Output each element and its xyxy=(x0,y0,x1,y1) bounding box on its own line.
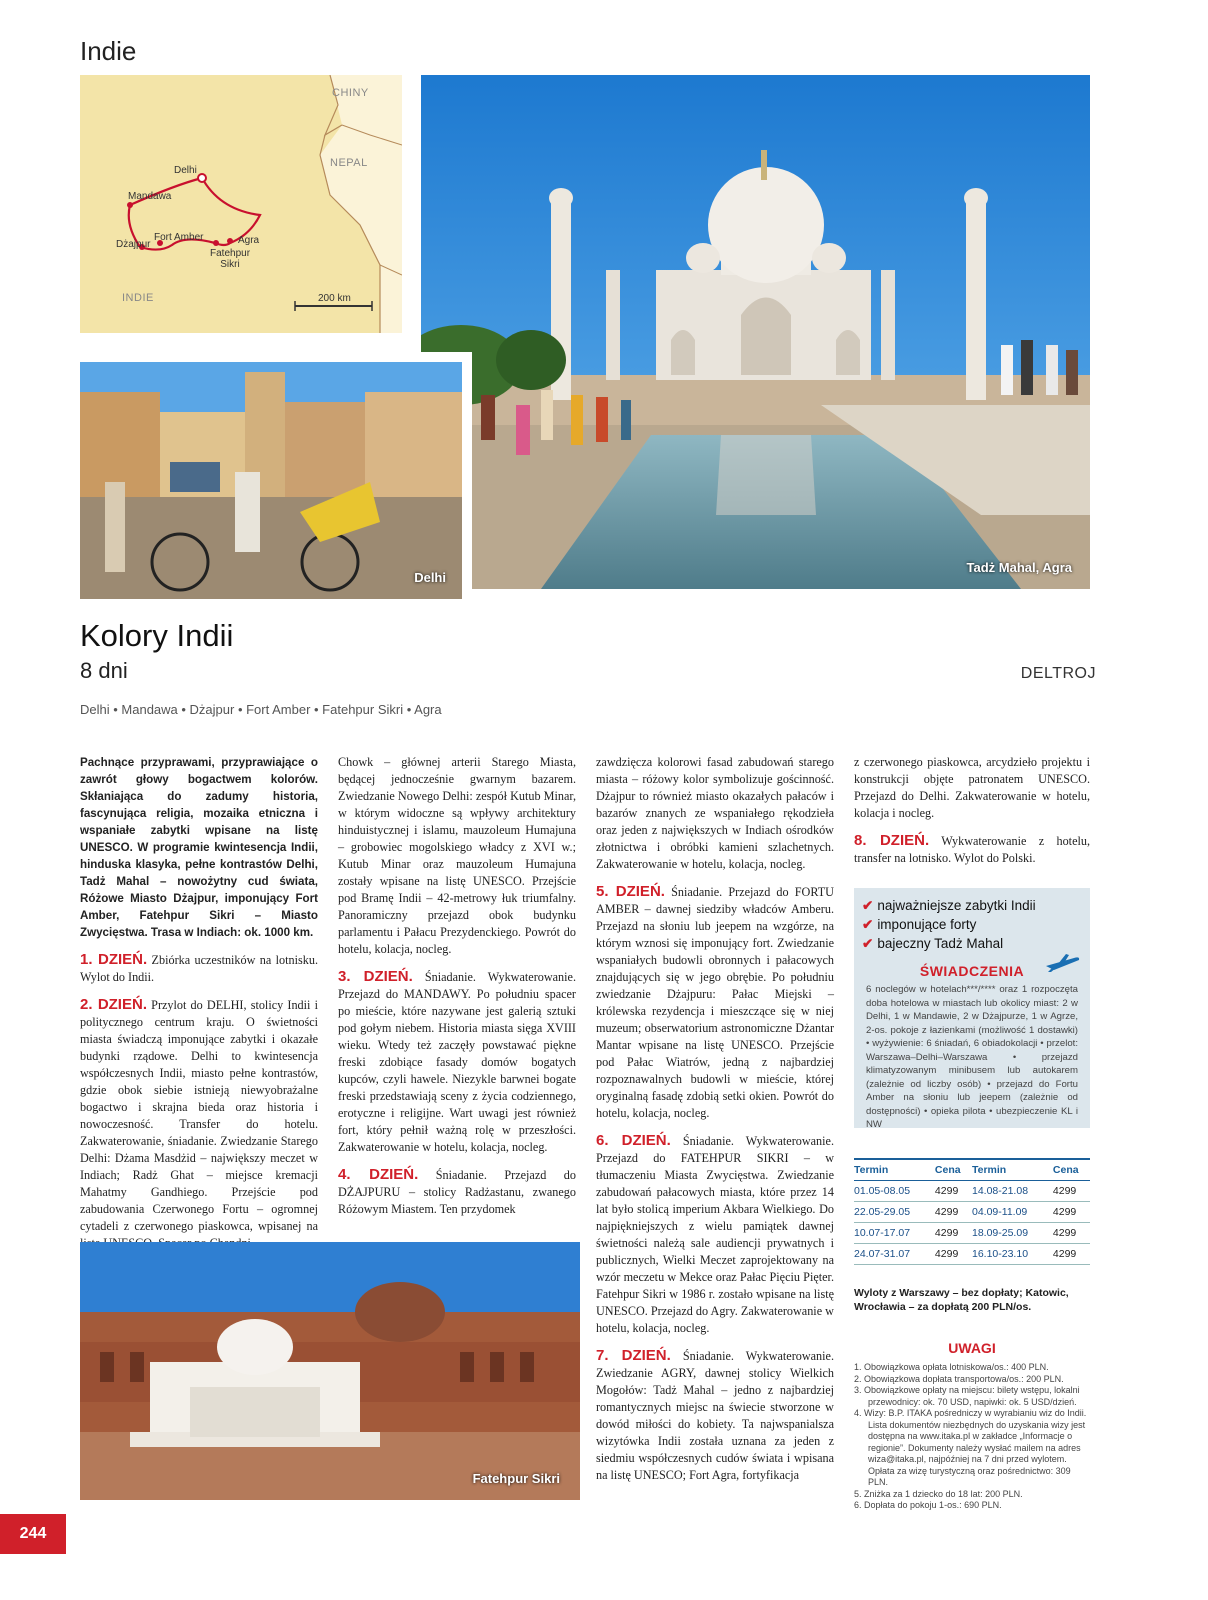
day-6 xyxy=(596,1132,834,1337)
map-label-china: CHINY xyxy=(332,87,369,99)
route-map xyxy=(80,75,402,333)
list-item: 4. Wizy: B.P. ITAKA pośredniczy w wyrabianiu wiz do Indii. Lista dokumentów niezbędnych do uzyskania wizy jest dostępna na www.itaka.pl w zakładce „Informacje o regionie”. Dokumenty należy wysłać mailem na adres wiza@itaka.pl, najpóźniej na 7 dni przed wylotem. Opłata za wizę turystyczną oraz pośrednictwo: 309 PLN. xyxy=(854,1408,1087,1487)
highlight-text: bajeczny Tadż Mahal xyxy=(877,936,1004,951)
term-cell: 18.09-25.09 xyxy=(972,1223,1053,1244)
price-table-header xyxy=(854,1159,1090,1181)
list-item: 6. Dopłata do pokoju 1-os.: 690 PLN. xyxy=(854,1500,1002,1510)
photo-caption-fatehpur: Fatehpur Sikri xyxy=(472,1471,560,1486)
price-table xyxy=(854,1158,1090,1265)
departures-note: Wyloty z Warszawy – bez dopłaty; Katowic, Wrocławia – za dopłatą 200 PLN/os. xyxy=(854,1287,1069,1313)
list-item: 1. Obowiązkowa opłata lotniskowa/os.: 400 PLN. xyxy=(854,1362,1049,1372)
list-item: 2. Obowiązkowa dopłata transportowa/os.: 200 PLN. xyxy=(854,1373,1064,1384)
table-row xyxy=(854,1181,1090,1202)
map-scale-label: 200 km xyxy=(318,293,351,304)
list-item: 3. Obowiązkowe opłaty na miejscu: bilety wstępu, lokalni przewodnicy: ok. 70 USD, napiwki: ok. 5 USD/dzień. xyxy=(854,1385,1080,1407)
tour-duration: 8 dni xyxy=(80,658,128,683)
checkmark-icon: ✔ xyxy=(862,917,874,932)
checkmark-icon: ✔ xyxy=(862,936,874,951)
term-cell: 04.09-11.09 xyxy=(972,1202,1053,1223)
photo-caption-delhi: Delhi xyxy=(414,570,446,585)
highlight-item xyxy=(862,896,1082,915)
country-heading: Indie xyxy=(80,36,137,66)
photo-taj-mahal xyxy=(421,75,1090,589)
day-4-text: Śniadanie. Przejazd do DŻAJPURU – stolicy Radżastanu, zwanego Różowym Miastem. Ten przydomek xyxy=(338,1168,576,1216)
day-6-label: 6. DZIEŃ. xyxy=(596,1132,671,1149)
map-city-delhi: Delhi xyxy=(174,165,197,176)
tour-intro: Pachnące przyprawami, przyprawiające o zawrót głowy bogactwem kolorów. Skłaniająca do zadumy historia, fascynująca religia, mozaika etniczna i wspaniałe zabytki wpisane na listę UNESCO. W programie kwintesencja Indii, hinduska klasyka, pełne kontrastów Delhi, Tadż Mahal – nowożytny cud świata, Różowe Miasto Dżajpur, imponujący Fort Amber, Fatehpur Sikri – Miasto Zwycięstwa. Trasa w Indiach: ok. 1000 km. xyxy=(80,756,318,939)
day-8 xyxy=(854,832,1090,867)
list-item: 5. Zniżka za 1 dziecko do 18 lat: 200 PLN. xyxy=(854,1488,1023,1499)
day-4-cont: zawdzięcza kolorowi fasad zabudowań starego miasta – różowy kolor symbolizuje gościnność. Dżajpur to również miasto okazałych pałaców i bazarów znanych ze wspaniałego rękodzieła oraz jeden z największych w Indiach ośrodków złotnictwa i obróbki kamieni szlachetnych. Zakwaterowanie w hotelu, kolacja, nocleg. xyxy=(596,755,834,871)
day-1-text: Zbiórka uczestników na lotnisku. Wylot do Indii. xyxy=(80,953,318,984)
highlight-text: najważniejsze zabytki Indii xyxy=(877,898,1036,913)
day-3-label: 3. DZIEŃ. xyxy=(338,968,413,985)
table-row xyxy=(854,1244,1090,1265)
map-city-fort-amber: Fort Amber xyxy=(154,232,204,243)
text-column-4 xyxy=(854,754,1090,877)
table-row xyxy=(854,1223,1090,1244)
map-city-fatehpur: Fatehpur Sikri xyxy=(210,248,251,270)
day-1 xyxy=(80,951,318,986)
services-text: 6 noclegów w hotelach***/**** oraz 1 rozpoczęta doba hotelowa w miastach lub okolicy miast: 2 w Delhi, 1 w Mandawie, 2 w Dżajpurze, 1 w Agrze, 2-os. pokoje z łazienkami (możliwość 1 dostawki) • wyżywienie: 6 śniadań, 6 obiadokolacji • przelot: Warszawa–Delhi–Warszawa • przejazd klimatyzowanym minibusem lub autokarem (zależnie od liczby osób) • przejazd do Fortu Amber na słoniu lub jeepem (zależnie od dostępności) • opieka pilota • ubezpieczenie KL i NW xyxy=(866,984,1078,1130)
text-column-3 xyxy=(596,754,834,1494)
table-row xyxy=(854,1202,1090,1223)
delhi-image xyxy=(80,362,462,599)
day-7-text: Śniadanie. Wykwaterowanie. Zwiedzanie AGRY, dawnej stolicy Wielkich Mogołów: Tadż Mahal – jedno z najbardziej romantycznych miejsc na świecie stworzone w dowód miłości do kobiety. Ta najwspanialsza wizytówka Indii została uznana za jeden z siedmiu współczesnych cudów świata i wpisana na listę UNESCO; Fort Agra, fortyfikacja xyxy=(596,1349,834,1482)
day-5-label: 5. DZIEŃ. xyxy=(596,883,665,900)
day-7-cont: z czerwonego piaskowca, arcydzieło projektu i konstrukcji objęte patronatem UNESCO. Przejazd do Delhi. Zakwaterowanie w hotelu, kolacja i nocleg. xyxy=(854,755,1090,820)
day-8-text: Wykwaterowanie z hotelu, transfer na lotnisko. Wylot do Polski. xyxy=(854,834,1091,865)
price-cell: 4299 xyxy=(935,1202,972,1223)
day-2 xyxy=(80,996,318,1252)
term-cell: 14.08-21.08 xyxy=(972,1181,1053,1202)
map-label-india: INDIE xyxy=(122,292,154,304)
highlights-list xyxy=(854,888,1090,953)
tour-route: Delhi • Mandawa • Dżajpur • Fort Amber • Fatehpur Sikri • Agra xyxy=(80,702,442,717)
term-cell: 24.07-31.07 xyxy=(854,1244,935,1265)
photo-delhi xyxy=(80,352,472,599)
price-cell: 4299 xyxy=(1053,1181,1090,1202)
day-1-label: 1. DZIEŃ. xyxy=(80,951,148,968)
day-3 xyxy=(338,968,576,1156)
map-label-nepal: NEPAL xyxy=(330,157,368,169)
page-number: 244 xyxy=(0,1514,66,1554)
price-cell: 4299 xyxy=(935,1181,972,1202)
price-cell: 4299 xyxy=(935,1244,972,1265)
map-city-agra: Agra xyxy=(238,235,260,246)
price-cell: 4299 xyxy=(1053,1244,1090,1265)
term-cell: 10.07-17.07 xyxy=(854,1223,935,1244)
day-3-text: Śniadanie. Wykwaterowanie. Przejazd do MANDAWY. Po południu spacer po mieście, które nazywane jest galerią sztuki pod gołym niebem. Historia miasta sięga XVIII wieku. Wtedy też zaczęły powstawać piękne freski zdobiące fasady domów bogatych kupców, czyli hawele. Niezykle barwnei bogate freski przedstawiają sceny z życia codziennego, erotyczne i religijne. Wart uwagi jest również fort, który pełnił ważną rolę w przeszłości. Zakwaterowanie w hotelu, kolacja, nocleg. xyxy=(338,970,576,1154)
photo-fatehpur-sikri xyxy=(80,1242,580,1500)
price-cell: 4299 xyxy=(1053,1223,1090,1244)
text-column-1 xyxy=(80,754,318,1262)
day-2-label: 2. DZIEŃ. xyxy=(80,996,147,1013)
taj-mahal-image xyxy=(421,75,1090,589)
tour-title: Kolory Indii xyxy=(80,618,234,653)
price-cell: 4299 xyxy=(935,1223,972,1244)
text-column-2 xyxy=(338,754,576,1228)
term-cell: 16.10-23.10 xyxy=(972,1244,1053,1265)
day-5-text: Śniadanie. Przejazd do FORTU AMBER – dawnej siedziby władców Amberu. Przejazd na słoniu lub jeepem na wzgórze, na którym wznosi się imponujący fort. Zwiedzanie wspaniałych budowli obronnych i pałacowych znajdujących się w jego obrębie. Po południu zwiedzanie Dżajpuru: Pałac Miejski – królewska rezydencja i mieszczące się w niej muzeum; obserwatorium astronomiczne Dżantar Mantar wpisane na listę UNESCO. Przejście pod Pałac Wiatrów, jedną z najbardziej rozpoznawalnych budowli w mieście, której oryginalną fasadę zdobią setki okien. Powrót do hotelu, kolacja, nocleg. xyxy=(596,885,834,1120)
checkmark-icon: ✔ xyxy=(862,898,874,913)
map-city-mandawa: Mandawa xyxy=(128,191,172,202)
highlight-item xyxy=(862,934,1082,953)
day-8-label: 8. DZIEŃ. xyxy=(854,832,930,849)
notes-title: UWAGI xyxy=(948,1340,996,1356)
col-term: Termin xyxy=(972,1159,1053,1181)
day-5 xyxy=(596,883,834,1122)
col-price: Cena xyxy=(1053,1159,1090,1181)
fatehpur-image xyxy=(80,1242,580,1500)
price-cell: 4299 xyxy=(1053,1202,1090,1223)
term-cell: 22.05-29.05 xyxy=(854,1202,935,1223)
day-6-text: Śniadanie. Wykwaterowanie. Przejazd do FATEHPUR SIKRI – w tłumaczeniu Miasta Zwycięstwa. Zwiedzanie zabudowań pałacowych miasta, które przez 14 lat było stolicą imperium Akbara Wielkiego. Do najpiękniejszych z wielu pamiątek dawnej świetności należą sale audiencji prywatnych i publicznych, Wielki Meczet zaprojektowany na wzór meczetu w Mekce oraz Pałac Pięciu Pięter. Fatehpur Sikri w 1986 r. zostało wpisane na listę UNESCO. Przejazd do Agry. Zakwaterowanie w hotelu, kolacja, nocleg. xyxy=(596,1134,834,1335)
day-4 xyxy=(338,1166,576,1218)
highlight-text: imponujące forty xyxy=(877,917,977,932)
col-term: Termin xyxy=(854,1159,935,1181)
day-7-label: 7. DZIEŃ. xyxy=(596,1347,671,1364)
col-price: Cena xyxy=(935,1159,972,1181)
highlight-item xyxy=(862,915,1082,934)
day-2-cont: Chowk – głównej arterii Starego Miasta, będącej jednocześnie gwarnym bazarem. Zwiedzanie Nowego Delhi: zespół Kutub Minar, w którym widoczne są wpływy architektury hinduistycznej i islamu, mauzoleum Humajuna – grobowiec mogolskiego władcy z XVI w.; Kutub Minar oraz mauzoleum Humajuna zostały wpisane na listę UNESCO. Przejście pod Bramę Indii – 42-metrowy łuk triumfalny. Panoramiczny przejazd obok budynku parlamentu i Pałacu Prezydenckiego. Powrót do hotelu, kolacja, nocleg. xyxy=(338,755,576,956)
term-cell: 01.05-08.05 xyxy=(854,1181,935,1202)
photo-caption-taj: Tadż Mahal, Agra xyxy=(966,560,1072,575)
notes-list xyxy=(854,1362,1090,1512)
day-4-label: 4. DZIEŃ. xyxy=(338,1166,419,1183)
plane-icon xyxy=(1044,952,1082,974)
map-city-jaipur: Dżajpur xyxy=(116,239,151,250)
day-2-text: Przylot do DELHI, stolicy Indii i politycznego centrum kraju. O świetności miasta świadczą imponujące zabytki i okazałe budynki rządowe. Delhi to kwintesencja współczesnych Indii, miasto pełne kontrastów, gdzie obok siebie istnieją niewyobrażalne bogactwo i skrajna bieda oraz historia i nowoczesność. Transfer do hotelu. Zakwaterowanie, śniadanie. Zwiedzanie Starego Delhi: Dżama Masdżid – największy meczet w Indiach; Radż Ghat – miejsce kremacji Mahatmy Gandhiego. Przejście pod zabudowania Czerwonego Fortu – ogromnej cytadeli z czerwonego piaskowca, wpisanej na xyxy=(80,998,318,1233)
services-title: ŚWIADCZENIA xyxy=(919,963,1025,979)
highlights-box xyxy=(854,888,1090,1128)
day-7 xyxy=(596,1347,834,1484)
tour-operator: DELTROJ xyxy=(1020,665,1096,682)
